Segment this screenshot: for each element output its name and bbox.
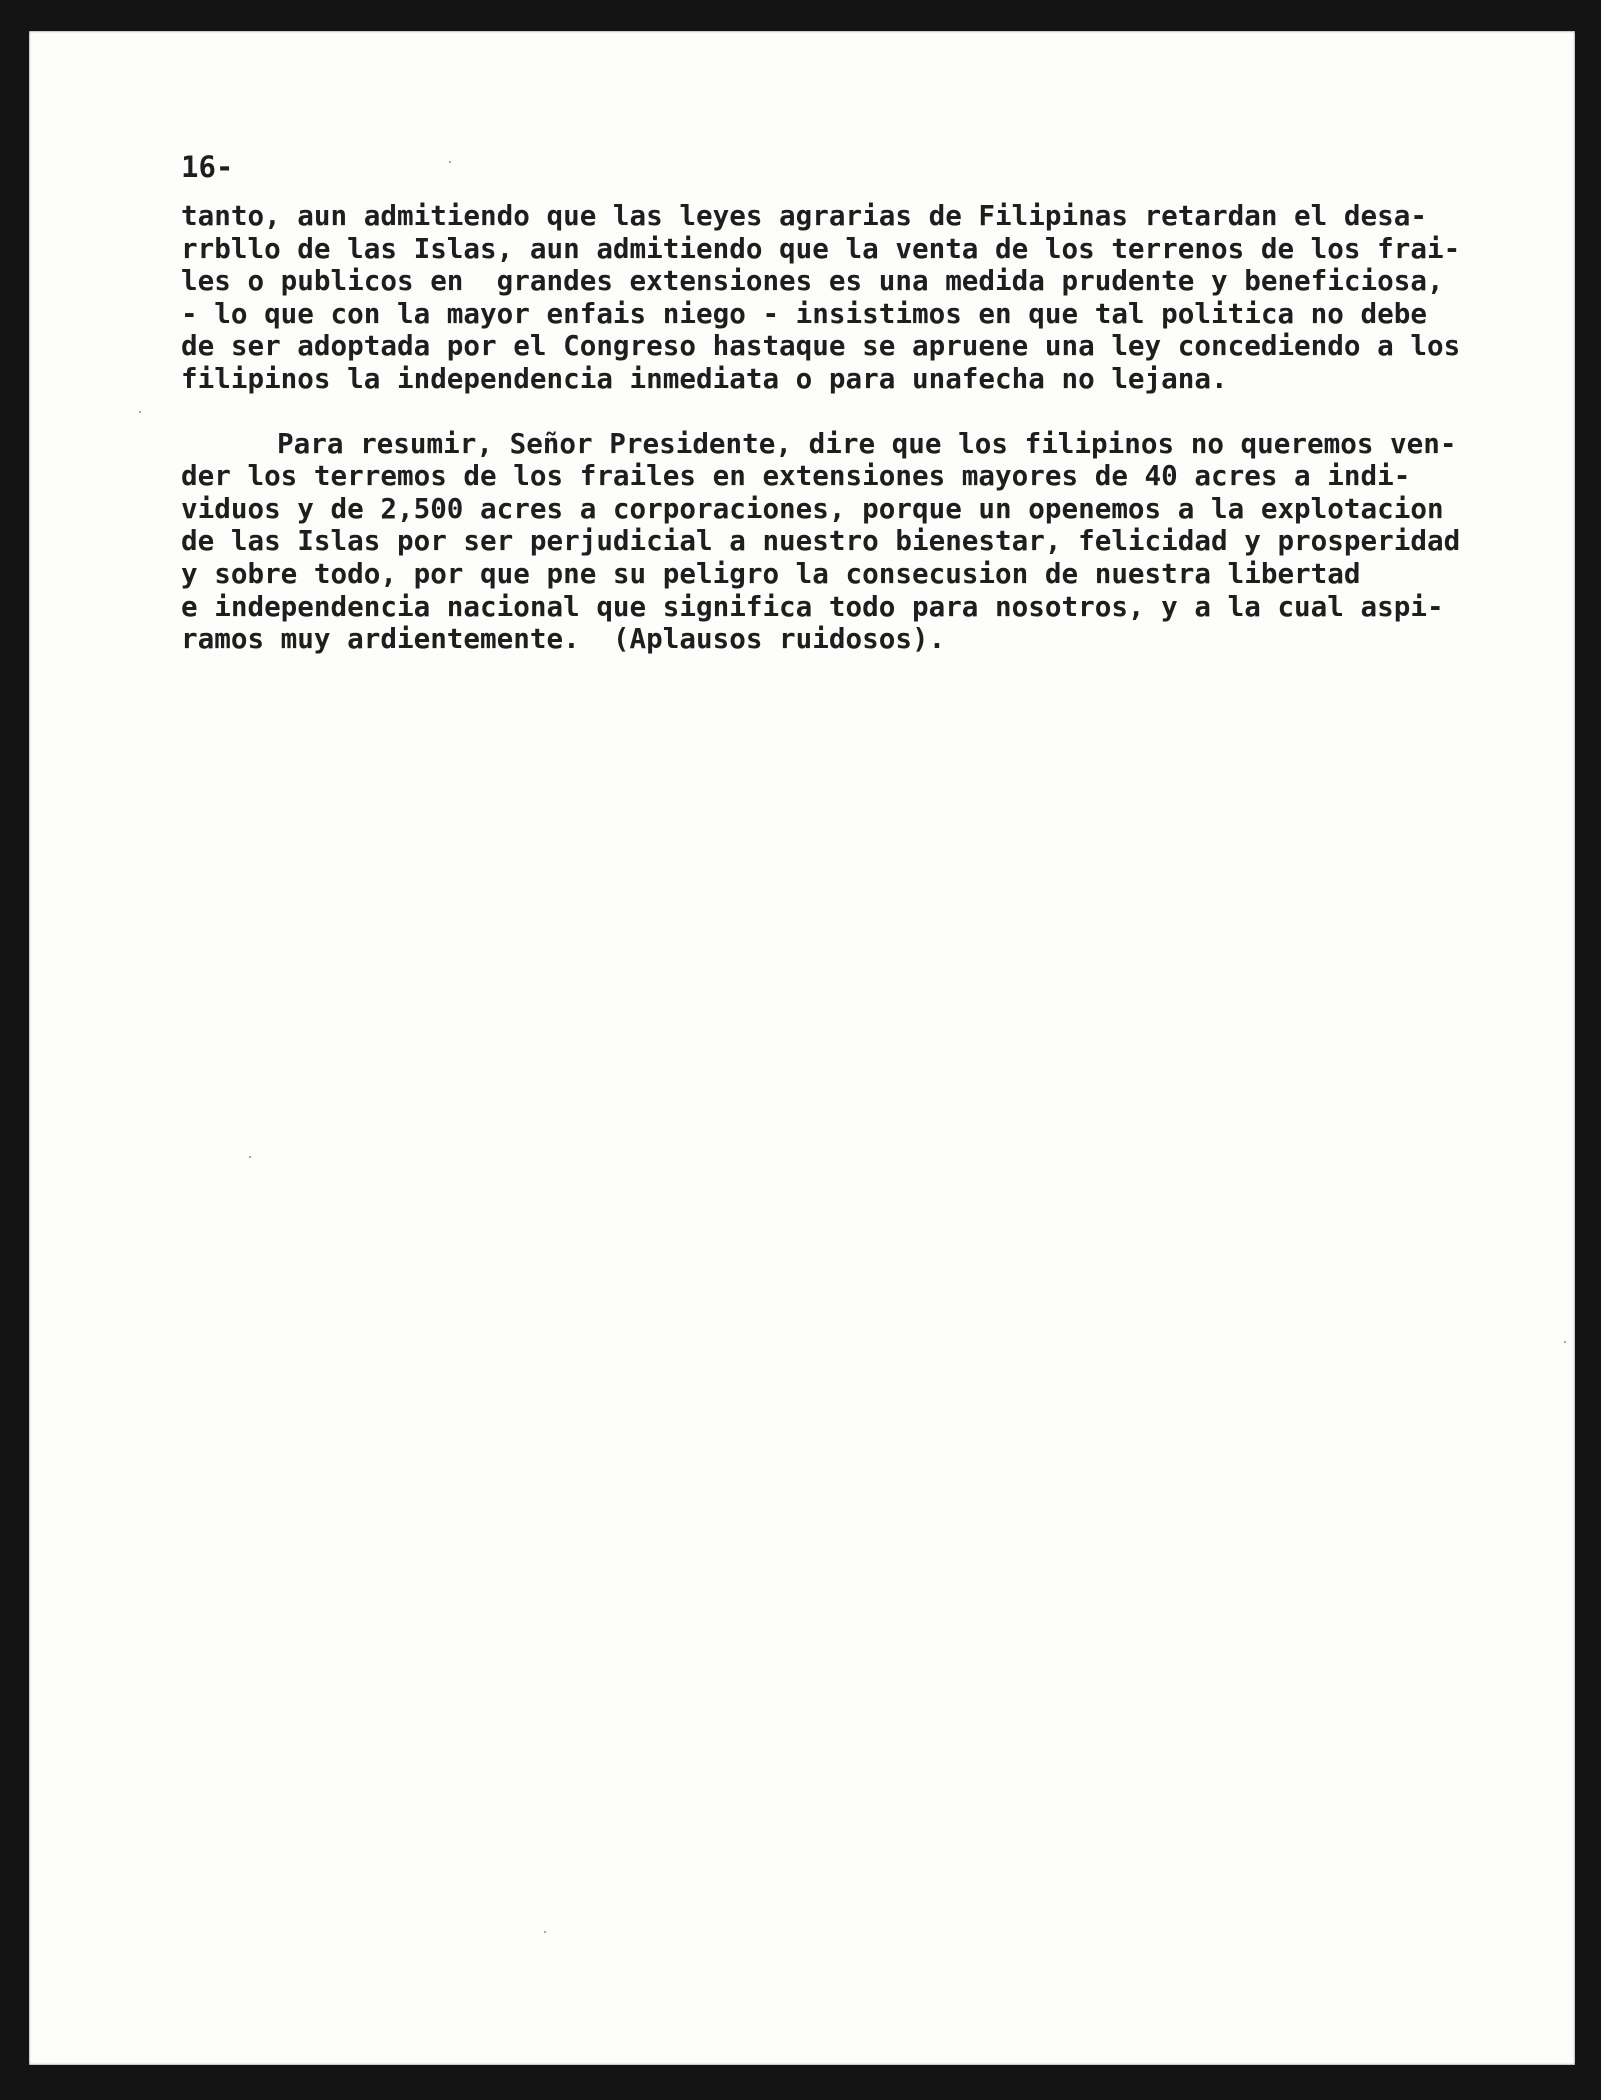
text-line: de las Islas por ser perjudicial a nuestro bienestar, felicidad y prosperidad: [181, 524, 1461, 558]
text-line: viduos y de 2,500 acres a corporaciones, porque un openemos a la explotacion: [181, 491, 1444, 525]
document-body: [181, 200, 1481, 656]
paragraph-1: [181, 200, 1481, 396]
paragraph-2: [181, 428, 1481, 656]
text-line: - lo que con la mayor enfais niego - insistimos en que tal politica no debe: [181, 296, 1427, 330]
text-line: tanto, aun admitiendo que las leyes agrarias de Filipinas retardan el desa-: [181, 199, 1427, 232]
text-line: filipinos la independencia inmediata o para unafecha no lejana.: [181, 361, 1228, 395]
paper-speck: [1564, 1341, 1566, 1343]
text-line: ramos muy ardientemente. (Aplausos ruidosos).: [181, 622, 946, 656]
text-line-indented: [181, 428, 1481, 461]
page-number: 16-: [181, 150, 234, 184]
paper-speck: [249, 1156, 251, 1158]
text-line: les o publicos en grandes extensiones es una medida prudente y beneficiosa,: [181, 264, 1444, 298]
text-line: de ser adoptada por el Congreso hastaque se apruene una ley concediendo a los: [181, 329, 1461, 363]
paper-speck: [544, 1931, 546, 1933]
paper-speck: [449, 161, 451, 163]
paper-speck: [139, 411, 141, 413]
text-line: rrbllo de las Islas, aun admitiendo que la venta de los terrenos de los frai-: [181, 231, 1461, 265]
text-line: der los terremos de los frailes en extensiones mayores de 40 acres a indi-: [181, 459, 1411, 493]
text-line: y sobre todo, por que pne su peligro la consecusion de nuestra libertad: [181, 556, 1361, 590]
text-line: e independencia nacional que significa todo para nosotros, y a la cual aspi-: [181, 589, 1444, 623]
text-line-content: Para resumir, Señor Presidente, dire que los filipinos no queremos ven-: [277, 426, 1457, 460]
